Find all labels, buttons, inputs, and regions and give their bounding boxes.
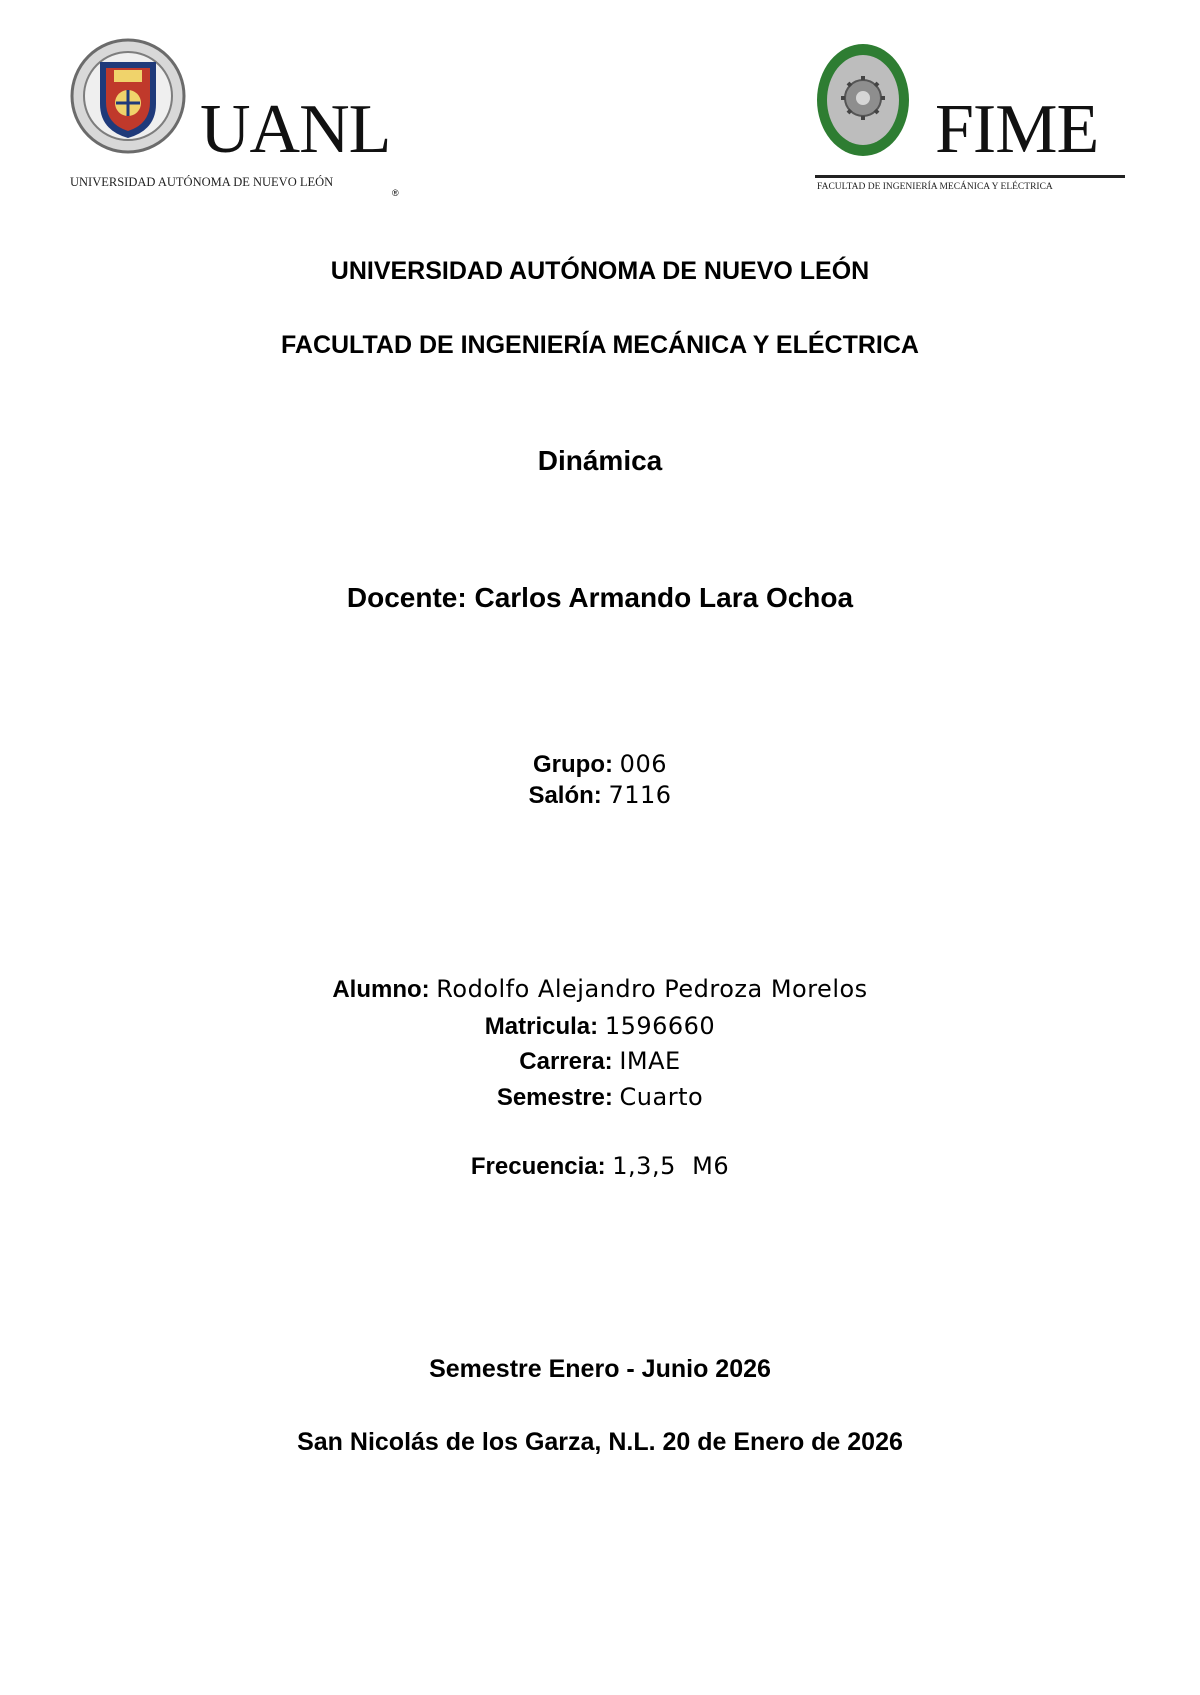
uanl-logo	[70, 38, 410, 203]
student-name-label: Alumno:	[332, 976, 430, 1003]
frequency-line	[0, 1152, 1200, 1181]
frequency-label: Frecuencia:	[470, 1153, 606, 1180]
course-name: Dinámica	[537, 445, 663, 476]
career-line	[0, 1047, 1200, 1076]
student-id-line	[0, 1012, 1200, 1041]
fime-subtitle: FACULTAD DE INGENIERÍA MECÁNICA Y ELÉCTRICA	[817, 182, 1053, 192]
university-title: UNIVERSIDAD AUTÓNOMA DE NUEVO LEÓN	[330, 257, 870, 285]
student-name-line	[0, 975, 1200, 1004]
teacher-line	[0, 582, 1200, 614]
faculty-title: FACULTAD DE INGENIERÍA MECÁNICA Y ELÉCTRICA	[281, 331, 919, 359]
term-line: Semestre Enero - Junio 2026	[429, 1355, 771, 1383]
place-date-line: San Nicolás de los Garza, N.L. 20 de Enero de 2026	[297, 1428, 903, 1456]
registered-mark: ®	[392, 188, 399, 198]
room-line	[0, 781, 1200, 810]
career-label: Carrera:	[519, 1048, 613, 1075]
student-id-label: Matricula:	[484, 1013, 599, 1040]
semester-label: Semestre:	[496, 1084, 613, 1111]
group-value: 006	[619, 750, 667, 778]
uanl-wordmark: UANL	[200, 91, 391, 168]
group-label: Grupo:	[533, 751, 613, 778]
semester-value: Cuarto	[619, 1083, 704, 1111]
group-line	[0, 750, 1200, 779]
uanl-seal-icon	[70, 38, 190, 156]
student-name: Rodolfo Alejandro Pedroza Morelos	[436, 975, 868, 1003]
frequency-value: 1,3,5 M6	[612, 1152, 730, 1180]
student-id: 1596660	[604, 1012, 716, 1040]
fime-seal-icon	[815, 38, 915, 158]
room-label: Salón:	[528, 782, 602, 809]
room-value: 7116	[608, 781, 672, 809]
fime-logo	[815, 38, 1135, 198]
teacher-name: Carlos Armando Lara Ochoa	[474, 582, 854, 613]
teacher-label: Docente:	[346, 582, 467, 613]
fime-divider	[815, 175, 1125, 178]
semester-line	[0, 1083, 1200, 1112]
career-value: IMAE	[619, 1047, 681, 1075]
uanl-subtitle: UNIVERSIDAD AUTÓNOMA DE NUEVO LEÓN	[70, 175, 334, 189]
fime-wordmark: FIME	[935, 91, 1099, 168]
